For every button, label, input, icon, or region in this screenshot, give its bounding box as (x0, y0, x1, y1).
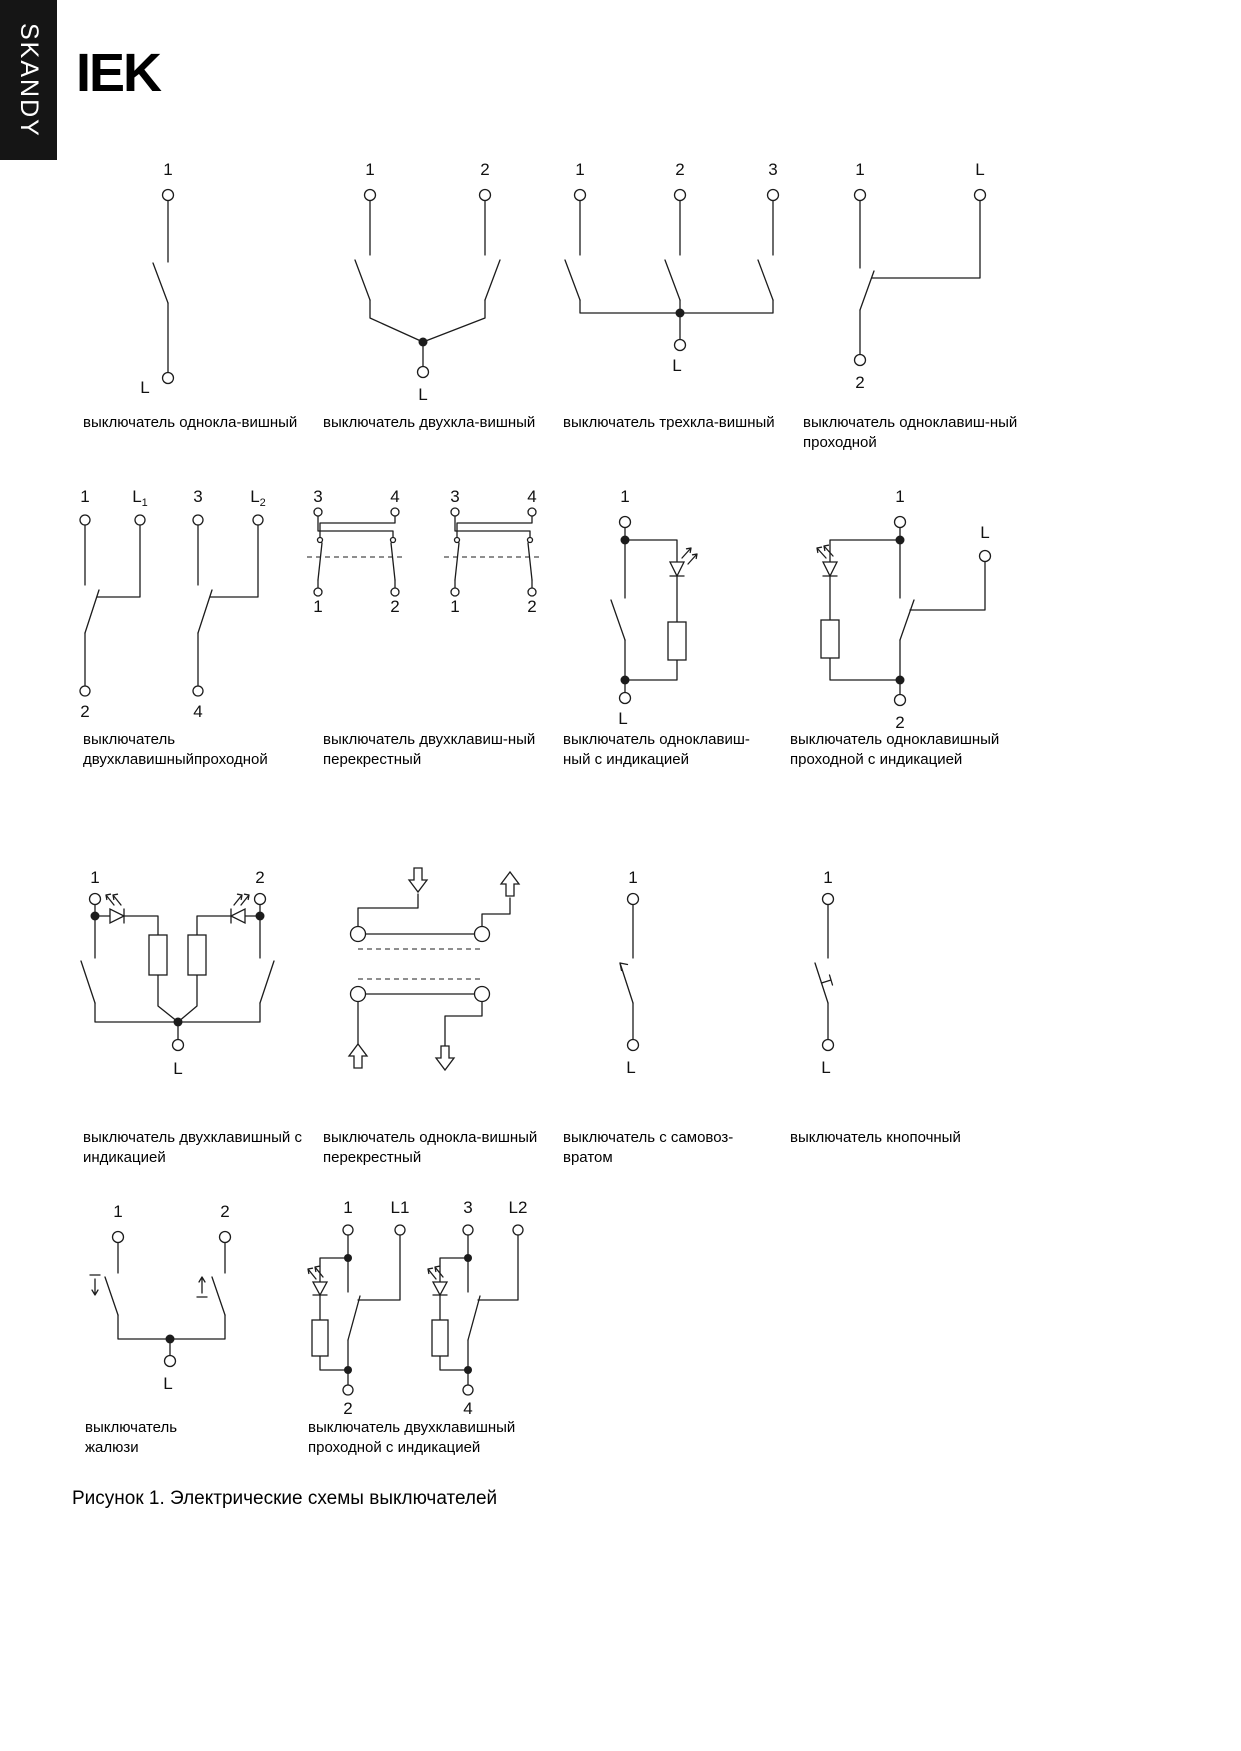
terminal-circle (163, 373, 174, 384)
terminal-circle (975, 190, 986, 201)
switch-blade (860, 271, 874, 310)
terminal-circle (463, 1385, 473, 1395)
caption-line: жалюзи (85, 1439, 139, 1456)
terminal-label-4: 4 (463, 1399, 473, 1418)
caption-line: выключатель двухкла-вишный (323, 414, 536, 431)
led-icon (670, 548, 697, 576)
schematic-switch-2gang-passthrough-indicator (300, 1192, 540, 1420)
schematic-switch-2gang-passthrough (70, 485, 280, 730)
terminal-label-L1: L1 (390, 1198, 410, 1217)
wires (320, 1235, 400, 1385)
caption-line: перекрестный (323, 1149, 422, 1166)
terminal-circle (823, 894, 834, 905)
arrow-down-icon (436, 1046, 454, 1070)
brand-sidebar (0, 0, 57, 160)
terminal-circle (165, 1356, 176, 1367)
emission-arrows-icon (106, 894, 121, 905)
terminal-label-3: 3 (463, 1198, 473, 1217)
schematic-switch-2gang-crossover (305, 485, 570, 635)
caption-line: выключатель двухклавишный (308, 1419, 516, 1436)
schematic-switch-1gang-indicator (595, 480, 725, 730)
terminal-circle (855, 190, 866, 201)
terminal-label-1: 1 (855, 160, 865, 179)
terminal-circle (675, 340, 686, 351)
terminal-label-1: 1 (80, 487, 90, 506)
caption-line: выключатель (83, 731, 176, 748)
self-return-arrow-icon (620, 963, 628, 971)
terminal-circle (768, 190, 779, 201)
junction-dot (621, 536, 630, 545)
terminal-label-L: L (980, 523, 990, 542)
terminal-label-3: 3 (768, 160, 778, 179)
coupling-dashed-line (358, 949, 482, 979)
caption-switch-1gang-passthrough (803, 413, 1017, 453)
terminal-circle (823, 1040, 834, 1051)
terminal-label-L: L (418, 385, 428, 404)
terminal-circle (395, 1225, 405, 1235)
terminal-label-L: L (821, 1058, 831, 1077)
terminal-circle (365, 190, 376, 201)
caption-line: выключатель с самовоз- (563, 1129, 734, 1146)
arrow-down-icon (409, 868, 427, 892)
terminal-label-L: L (173, 1059, 183, 1078)
terminal-label-2: 2 (480, 160, 490, 179)
led-icon (817, 545, 837, 576)
wires (580, 201, 773, 339)
terminal-label-L: L (618, 709, 628, 728)
terminal-circle (895, 517, 906, 528)
terminal-label-L: L (626, 1058, 636, 1077)
schematic-switch-1gang-passthrough-indicator (810, 480, 1010, 736)
caption-switch-1gang (83, 413, 297, 433)
terminal-label-2: 2 (220, 1202, 230, 1221)
terminal-label-2: 2 (675, 160, 685, 179)
terminal-circle (220, 1232, 231, 1243)
led-icon (231, 894, 249, 923)
lower-arrow-icon (90, 1275, 100, 1295)
crossover-unit-b (444, 487, 543, 616)
schematic-switch-1gang-passthrough (845, 150, 1030, 405)
terminal-circle (463, 1225, 473, 1235)
terminal-circle (451, 508, 459, 516)
wires (85, 525, 258, 686)
contact-circle (528, 538, 533, 543)
contact-circle (455, 538, 460, 543)
switch-blade (455, 543, 532, 580)
switch-blade (468, 1296, 480, 1340)
junction-dot (621, 676, 630, 685)
led-icon (428, 1266, 447, 1295)
led-icon (106, 894, 124, 923)
junction-dot (91, 912, 100, 921)
contact-circle (475, 927, 490, 942)
wires (625, 528, 677, 692)
caption-line: перекрестный (323, 751, 422, 768)
terminal-circle (513, 1225, 523, 1235)
caption-line: выключатель одноклавишный (790, 731, 1000, 748)
switch-blade (348, 1296, 360, 1340)
terminal-label-1: 1 (113, 1202, 123, 1221)
iek-logo: IEK (76, 43, 161, 103)
terminal-label-L: L (672, 356, 682, 375)
terminal-circle (480, 190, 491, 201)
resistor-icon (188, 935, 206, 975)
terminal-circle (253, 515, 263, 525)
terminal-circle (343, 1385, 353, 1395)
terminal-label-L: L (140, 378, 150, 397)
terminal-label-2: 2 (255, 868, 265, 887)
switch-blade (900, 600, 914, 640)
terminal-circle (343, 1225, 353, 1235)
schematic-switch-pushbutton (795, 858, 870, 1093)
terminal-circle (193, 515, 203, 525)
terminal-circle (675, 190, 686, 201)
junction-dot (166, 1335, 175, 1344)
caption-switch-2gang-passthrough-indicator (308, 1418, 515, 1458)
terminal-circle (391, 588, 399, 596)
resistor-icon (668, 622, 686, 660)
terminal-circle (528, 508, 536, 516)
terminal-label-4: 4 (193, 702, 203, 721)
contact-circle (351, 987, 366, 1002)
caption-line: вратом (563, 1149, 613, 1166)
terminal-circle (135, 515, 145, 525)
terminal-circle (628, 894, 639, 905)
resistor-icon (312, 1320, 328, 1356)
schematic-switch-blinds (85, 1195, 265, 1405)
indicator-passthrough-unit-b (428, 1198, 527, 1418)
emission-arrows-icon (428, 1266, 443, 1279)
terminal-label-L: L (163, 1374, 173, 1393)
caption-switch-1gang-indicator (563, 730, 750, 770)
terminal-circle (628, 1040, 639, 1051)
caption-switch-2gang-indicator (83, 1128, 302, 1168)
schematic-switch-1gang (85, 150, 305, 405)
terminal-label-1: 1 (450, 597, 460, 616)
terminal-label-L2: L2 (508, 1198, 528, 1217)
terminal-label-3: 3 (193, 487, 203, 506)
caption-line: индикацией (83, 1149, 166, 1166)
terminal-circle (314, 508, 322, 516)
emission-arrows-icon (308, 1266, 323, 1279)
terminal-label-2: 2 (895, 713, 905, 732)
caption-switch-blinds (85, 1418, 177, 1458)
caption-switch-1gang-passthrough-indicator (790, 730, 999, 770)
resistor-icon (432, 1320, 448, 1356)
switch-blade (81, 961, 274, 1003)
caption-line: выключатель одноклавиш- (563, 731, 750, 748)
terminal-circle (163, 190, 174, 201)
caption-line: выключатель одноклавиш-ный (803, 414, 1018, 431)
terminal-circle (193, 686, 203, 696)
arrow-up-icon (349, 1044, 367, 1068)
junction-dot (344, 1254, 352, 1262)
terminal-label-1: 1 (628, 868, 638, 887)
terminal-circle (620, 693, 631, 704)
caption-switch-2gang-passthrough (83, 730, 268, 770)
terminal-circle (113, 1232, 124, 1243)
caption-line: выключатель трехкла-вишный (563, 414, 775, 431)
caption-line: ный с индикацией (563, 751, 689, 768)
junction-dot (896, 676, 905, 685)
arrow-up-icon (501, 872, 519, 896)
wires (455, 516, 532, 588)
brand-vertical-label: SKANDY (15, 22, 43, 138)
caption-switch-1gang-crossover (323, 1128, 537, 1168)
terminal-label-1: 1 (163, 160, 173, 179)
terminal-label-3: 3 (450, 487, 460, 506)
contact-rails (366, 934, 475, 994)
junction-dot (174, 1018, 183, 1027)
caption-line: проходной с индикацией (790, 751, 963, 768)
terminal-label-2: 2 (390, 597, 400, 616)
caption-line: выключатель двухклавишный с (83, 1129, 302, 1146)
schematic-switch-2gang (325, 150, 545, 408)
switch-blade (611, 600, 625, 640)
resistor-icon (149, 935, 167, 975)
wires (358, 894, 510, 1046)
terminal-circle (80, 686, 90, 696)
caption-line: выключатель однокла-вишный (83, 414, 298, 431)
wires (830, 528, 985, 694)
terminal-circle (451, 588, 459, 596)
terminal-label-L1: $L_1$ (132, 487, 148, 509)
caption-line: выключатель (85, 1419, 178, 1436)
terminal-label-2: 2 (343, 1399, 353, 1418)
wires (440, 1235, 518, 1385)
caption-line: проходной с индикацией (308, 1439, 481, 1456)
junction-dot (464, 1254, 472, 1262)
caption-switch-3gang (563, 413, 775, 433)
caption-switch-momentary (563, 1128, 733, 1168)
wires (318, 516, 395, 588)
junction-dot (896, 536, 905, 545)
figure-caption: Рисунок 1. Электрические схемы выключателей (72, 1488, 498, 1509)
schematic-switch-momentary (600, 858, 670, 1093)
junction-dot (344, 1366, 352, 1374)
terminal-label-1: 1 (620, 487, 630, 506)
crossover-unit-a (307, 487, 406, 616)
raise-arrow-icon (197, 1277, 207, 1297)
terminal-label-1: 1 (823, 868, 833, 887)
terminal-label-L2: $L_2$ (250, 487, 266, 509)
contact-circle (391, 538, 396, 543)
terminal-label-2: 2 (855, 373, 865, 392)
junction-dot (256, 912, 265, 921)
terminal-circle (980, 551, 991, 562)
terminal-label-3: 3 (313, 487, 323, 506)
junction-dot (676, 309, 685, 318)
caption-line: проходной (803, 434, 877, 451)
junction-dot (464, 1366, 472, 1374)
terminal-label-2: 2 (527, 597, 537, 616)
terminal-circle (314, 588, 322, 596)
junction-dot (419, 338, 428, 347)
terminal-circle (418, 367, 429, 378)
emission-arrows-icon (234, 894, 249, 905)
switch-blade (318, 543, 395, 580)
terminal-label-1: 1 (895, 487, 905, 506)
wires (860, 201, 980, 354)
resistor-icon (821, 620, 839, 658)
caption-line: выключатель двухклавиш-ный (323, 731, 536, 748)
caption-switch-pushbutton (790, 1128, 961, 1148)
contact-circle (318, 538, 323, 543)
schematic-switch-2gang-indicator (70, 858, 300, 1108)
terminal-circle (173, 1040, 184, 1051)
terminal-label-4: 4 (390, 487, 400, 506)
terminal-circle (855, 355, 866, 366)
contact-circle (475, 987, 490, 1002)
terminal-label-2: 2 (80, 702, 90, 721)
terminal-circle (528, 588, 536, 596)
terminal-circle (255, 894, 266, 905)
terminal-circle (80, 515, 90, 525)
led-icon (308, 1266, 327, 1295)
caption-line: выключатель однокла-вишный (323, 1129, 538, 1146)
switch-blade (105, 1277, 225, 1315)
caption-line: двухклавишныйпроходной (83, 751, 268, 768)
switch-blade (565, 260, 773, 300)
terminal-label-L: L (975, 160, 985, 179)
terminal-label-1: 1 (575, 160, 585, 179)
switch-blade (355, 260, 500, 300)
terminal-circle (575, 190, 586, 201)
caption-switch-2gang (323, 413, 535, 433)
terminal-circle (895, 695, 906, 706)
indicator-passthrough-unit-a (308, 1198, 409, 1418)
contact-circle (351, 927, 366, 942)
terminal-label-1: 1 (343, 1198, 353, 1217)
wires (370, 201, 485, 366)
terminal-label-1: 1 (90, 868, 100, 887)
terminal-label-1: 1 (365, 160, 375, 179)
caption-line: выключатель кнопочный (790, 1129, 961, 1146)
switch-blade (620, 963, 633, 1003)
terminal-label-1: 1 (313, 597, 323, 616)
terminal-circle (391, 508, 399, 516)
pushbutton-actuator-icon (822, 975, 833, 985)
terminal-label-4: 4 (527, 487, 537, 506)
switch-blade (153, 263, 168, 303)
schematic-switch-3gang (555, 150, 785, 405)
terminal-circle (90, 894, 101, 905)
terminal-circle (620, 517, 631, 528)
caption-switch-2gang-crossover (323, 730, 535, 770)
schematic-switch-1gang-crossover (330, 858, 550, 1088)
